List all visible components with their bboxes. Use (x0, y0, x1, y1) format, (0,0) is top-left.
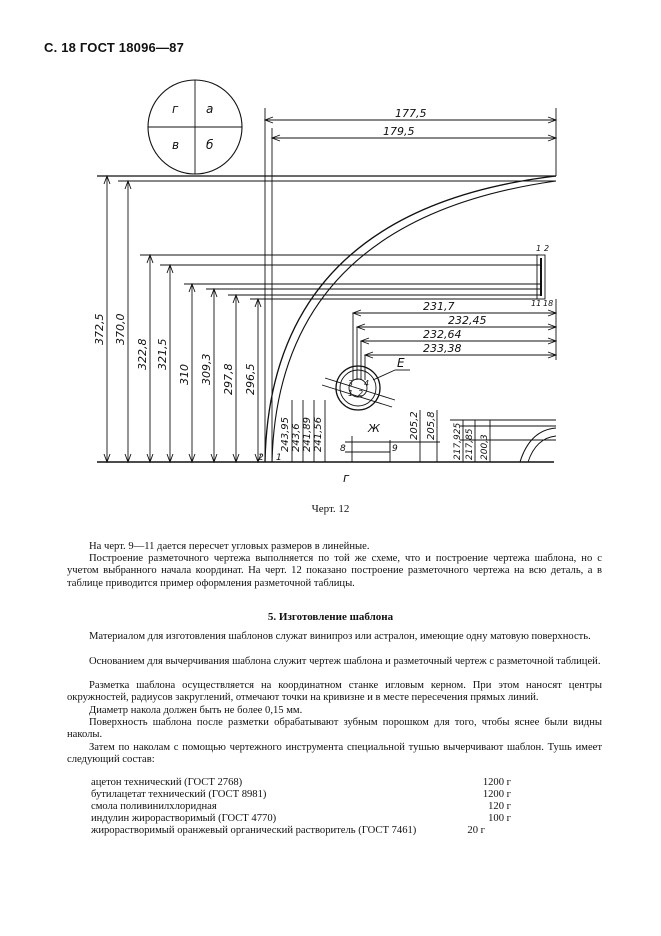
composition-amount: 20 г (467, 825, 485, 836)
label-zh: Ж (368, 422, 380, 435)
dim-243-6: 243,6 (291, 423, 302, 452)
page-header: С. 18 ГОСТ 18096—87 (44, 40, 185, 55)
point-label: 11 (531, 299, 542, 308)
section-paragraph-6: Затем по наколам с помощью чертежного инструмента специальной тушью вычерчивают шаблон. Тушь имеет следующий состав: (67, 742, 602, 766)
composition-name: бутилацетат технический (ГОСТ 8981) (91, 789, 267, 800)
composition-row (91, 789, 511, 801)
dim-370-0: 370,0 (114, 313, 127, 345)
composition-name: смола поливинилхлоридная (91, 801, 217, 812)
dim-296-5: 296,5 (244, 363, 257, 395)
quadrant-label-v: в (172, 138, 180, 152)
point-label: 9 (392, 444, 398, 454)
dim-179-5: 179,5 (383, 125, 415, 138)
point-label: 8 (340, 444, 346, 454)
figure-caption: Черт. 12 (311, 503, 350, 515)
composition-row (91, 813, 511, 825)
dim-231-7: 231,7 (423, 300, 455, 313)
composition-amount: 1200 г (482, 777, 511, 788)
section-paragraph-1: Материалом для изготовления шаблонов служат винипроз или астралон, имеющие одну матовую поверхность. (89, 631, 591, 642)
composition-name: индулин жирорастворимый (ГОСТ 4770) (91, 813, 277, 824)
dim-241-89: 241,89 (302, 417, 313, 452)
point-label: 1 (276, 453, 282, 463)
point-label: 2 (258, 453, 264, 463)
composition-name: ацетон технический (ГОСТ 2768) (91, 777, 243, 788)
dim-217-925: 217,925 (453, 422, 463, 460)
label-e: Е (397, 356, 405, 370)
composition-row (91, 801, 511, 813)
dim-217-85: 217,85 (465, 428, 475, 460)
dim-321-5: 321,5 (156, 338, 169, 370)
dim-205-8: 205,8 (426, 411, 437, 440)
point-label: 4 (364, 379, 370, 388)
quadrant-label-a: а (206, 102, 214, 116)
dim-322-8: 322,8 (136, 338, 149, 370)
dim-232-45: 232,45 (448, 314, 487, 327)
label-g: г (343, 471, 350, 485)
quadrant-label-g: г (172, 102, 179, 116)
dim-232-64: 232,64 (423, 328, 462, 341)
dim-177-5: 177,5 (395, 107, 427, 120)
composition-amount: 120 г (488, 801, 511, 812)
point-label: 1 (536, 244, 542, 253)
section-paragraph-3: Разметка шаблона осуществляется на координатном станке игловым керном. При этом наносят центры окружностей, радиусов закруглений, отмечают точки на кривизне и в месте пересечения прямых линий. (67, 680, 602, 704)
point-label: 2 (358, 389, 364, 398)
composition-row (91, 777, 511, 789)
dim-233-38: 233,38 (423, 342, 462, 355)
composition-row (91, 825, 511, 837)
quadrant-label-b: б (206, 138, 214, 152)
composition-amount: 100 г (488, 813, 511, 824)
composition-amount: 1200 г (482, 789, 511, 800)
point-label: 2 (544, 244, 550, 253)
dim-310: 310 (178, 364, 191, 385)
dim-297-8: 297,8 (222, 363, 235, 395)
point-label: 1 (348, 389, 354, 398)
point-label: 3 (348, 379, 354, 388)
dim-309-3: 309,3 (200, 353, 213, 385)
point-label: 18 (543, 299, 554, 308)
section-paragraph-4: Диаметр накола должен быть не более 0,15 мм. (89, 705, 303, 716)
dim-205-2: 205,2 (409, 411, 420, 440)
dim-372-5: 372,5 (93, 313, 106, 345)
dim-243-95: 243,95 (280, 417, 291, 452)
intro-paragraph-1: На черт. 9—11 дается пересчет угловых размеров в линейные. (89, 541, 370, 552)
composition-name: жирорастворимый оранжевый органический растворитель (ГОСТ 7461) (91, 825, 417, 836)
dim-200-3: 200,3 (480, 434, 490, 460)
dim-241-56: 241,56 (313, 417, 324, 452)
intro-paragraph-2: Построение разметочного чертежа выполняется по той же схеме, что и построение чертежа шаблона, но с учетом выбранного начала координат. На черт. 12 показано построение разметочного чертежа на всю деталь, а в таблице приводится пример оформления разметочной таблицы. (67, 553, 602, 589)
section-heading: 5. Изготовление шаблона (267, 611, 394, 623)
section-paragraph-5: Поверхность шаблона после разметки обрабатывают зубным порошком для того, чтобы яснее были видны наколы. (67, 717, 602, 741)
section-paragraph-2: Основанием для вычерчивания шаблона служит чертеж шаблона и разметочный чертеж с разметочной таблицей. (89, 656, 601, 667)
